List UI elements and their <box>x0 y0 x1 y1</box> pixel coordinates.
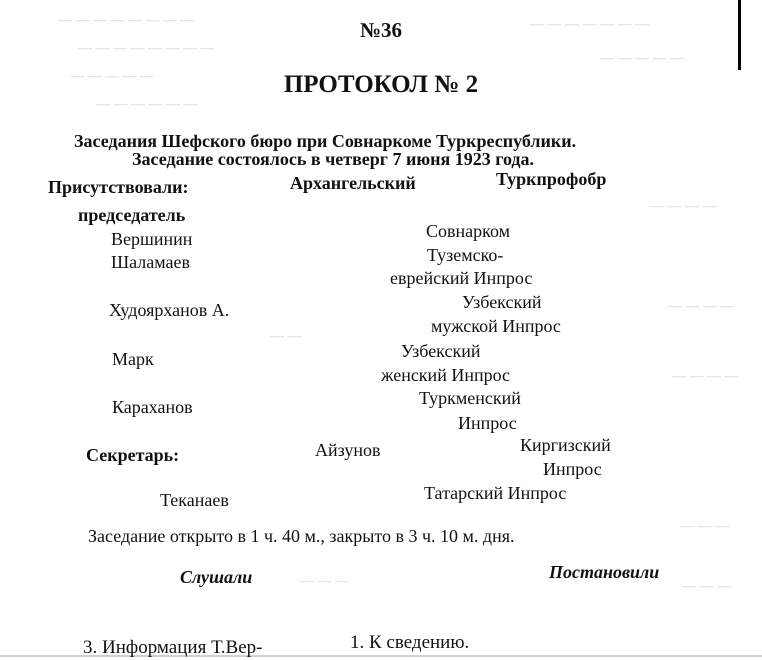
attendee-org: Киргизский <box>520 435 611 455</box>
attendee-name: Архангельский <box>290 173 416 193</box>
attendee-name: Караханов <box>112 397 193 417</box>
bleed-through-text: — — — — — — — — <box>78 41 215 56</box>
attendee-name: Теканаев <box>160 490 229 510</box>
chairman-label: председатель <box>78 205 186 225</box>
attendee-org: мужской Инпрос <box>431 316 561 336</box>
bleed-through-text: — — <box>270 329 302 344</box>
resolved-column-heading: Постановили <box>549 562 660 582</box>
bleed-through-text: — — — <box>300 574 349 589</box>
attendee-org: женский Инпрос <box>381 365 511 385</box>
heard-column-heading: Слушали <box>180 567 253 587</box>
attendee-org: Туземско- <box>427 245 504 265</box>
document-title: ПРОТОКОЛ № 2 <box>283 71 479 98</box>
heard-item: 3. Информация Т.Вер- <box>83 637 263 658</box>
bleed-through-text: — — — — — — — <box>530 17 649 32</box>
attendee-name: Худоярханов А. <box>109 300 230 320</box>
bleed-through-text: — — — <box>682 579 731 594</box>
present-label: Присутствовали: <box>48 177 189 197</box>
attendee-name: Вершинин <box>111 229 193 249</box>
attendee-org: Инпрос <box>458 413 517 433</box>
attendee-org: Узбекский <box>401 341 481 361</box>
bleed-through-text: — — — — — <box>600 51 684 66</box>
attendee-org: Татарский Инпрос <box>424 483 567 503</box>
secretary-label: Секретарь: <box>86 445 180 465</box>
attendee-org: Туркпрофобр <box>496 169 607 189</box>
attendee-name: Айзунов <box>315 440 381 460</box>
bleed-through-text: — — — — — — <box>96 97 198 112</box>
bleed-through-text: — — — <box>680 519 729 534</box>
bleed-through-text: — — — — <box>650 199 717 214</box>
document-number: №36 <box>359 18 403 42</box>
bleed-through-text: — — — — — <box>70 69 154 84</box>
subtitle-line-1: Заседания Шефского бюро при Совнаркоме Туркреспублики. <box>74 131 577 151</box>
subtitle-line-2: Заседание состоялось в четверг 7 июня 1923 года. <box>132 149 535 169</box>
attendee-org: Инпрос <box>543 459 602 479</box>
resolved-item: 1. К сведению. <box>350 632 470 653</box>
attendee-org: еврейский Инпрос <box>390 268 533 288</box>
attendee-org: Туркменский <box>419 388 521 408</box>
session-time: Заседание открыто в 1 ч. 40 м., закрыто в 3 ч. 10 м. дня. <box>88 526 515 546</box>
attendee-name: Шаламаев <box>111 252 191 272</box>
attendee-org: Узбекский <box>462 292 542 312</box>
attendee-name: Марк <box>112 349 154 369</box>
attendee-org: Совнарком <box>426 221 511 241</box>
bleed-through-text: — — — — <box>672 369 739 384</box>
bleed-through-text: — — — — — — — — <box>58 13 195 28</box>
bleed-through-text: — — — — <box>668 299 735 314</box>
